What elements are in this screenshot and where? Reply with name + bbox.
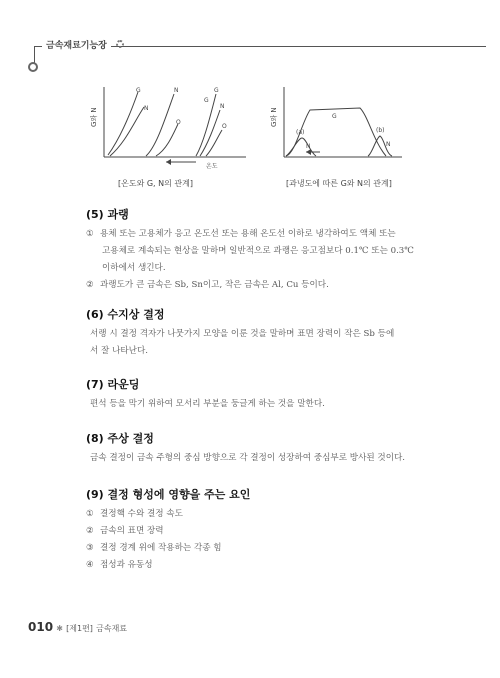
curve-label: (a) <box>296 129 305 136</box>
item-text: 점성과 유동성 <box>100 560 153 570</box>
curve-label: N <box>220 103 225 110</box>
item-text: 결정핵 수와 결정 속도 <box>100 509 183 519</box>
page-header <box>18 28 488 68</box>
figure-caption-left: [온도와 G, N의 관계] <box>118 179 193 188</box>
paragraph-line: 서 잘 나타난다. <box>90 346 149 356</box>
item-number: ② <box>86 280 94 290</box>
curve-label: N <box>144 105 149 112</box>
section-rounding <box>86 378 488 413</box>
y-axis-label: G와 N <box>270 107 278 127</box>
item-text: 용체 또는 고용체가 응고 온도선 또는 용해 온도선 이하로 냉각하여도 액체 또는 <box>100 229 396 239</box>
curve-o-1 <box>156 124 178 156</box>
item-number: ① <box>86 509 94 519</box>
curve-o-3 <box>206 130 222 156</box>
curve-label: N <box>306 143 311 150</box>
section-dendrite <box>86 308 488 360</box>
figure-caption-right: [과냉도에 따른 G와 N의 관계] <box>286 179 392 188</box>
list-item <box>86 540 488 557</box>
curve-label: G <box>214 87 219 94</box>
gear-ornament-icon <box>116 40 124 48</box>
curve-g-1 <box>108 92 138 155</box>
page-number: 010 <box>28 620 54 634</box>
figure-supercooling-g-n-svg <box>270 82 440 162</box>
item-text: 결정 경계 위에 작용하는 각종 힘 <box>100 543 222 553</box>
list-item <box>86 277 488 294</box>
curve-label: G <box>332 113 337 120</box>
curve-label: N <box>174 87 179 94</box>
item-number: ④ <box>86 560 94 570</box>
item-number: ② <box>86 526 94 536</box>
section-crystal-formation-factors <box>86 488 488 574</box>
section-title: (5) 과랭 <box>86 208 129 221</box>
section-title: (7) 라운딩 <box>86 378 140 391</box>
figure-supercooling-g-n <box>270 82 440 162</box>
paragraph-line: 서랭 시 결정 격자가 나뭇가지 모양을 이룬 것을 말하며 표면 장력이 작은 Sb 등에 <box>90 329 395 339</box>
x-axis-label: 온도 <box>206 163 218 170</box>
paragraph-line: 금속 결정이 금속 주형의 중심 방향으로 각 결정이 성장하여 중심부로 방사된 것이다. <box>90 453 406 463</box>
curve-label: G <box>136 87 141 94</box>
item-text: 금속의 표면 장력 <box>100 526 164 536</box>
footer-part: [제1편] <box>66 624 93 633</box>
page-footer <box>28 620 127 634</box>
figure-temperature-g-n <box>86 82 256 170</box>
item-text: 과랭도가 큰 금속은 Sb, Sn이고, 작은 금속은 Al, Cu 등이다. <box>100 280 329 290</box>
paragraph-line: 편석 등을 막기 위하여 모서리 부분을 둥글게 하는 것을 말한다. <box>90 399 325 409</box>
footer-subject: 금속재료 <box>96 624 128 633</box>
arrow-head-icon <box>166 159 171 165</box>
list-item <box>86 226 488 243</box>
figure-temperature-g-n-svg <box>86 82 256 170</box>
curve-n-1 <box>110 107 144 156</box>
curve-label: O <box>176 119 181 126</box>
list-item <box>86 523 488 540</box>
curve-label: O <box>222 123 227 130</box>
footer-ornament-icon: ✱ <box>56 624 63 633</box>
curve-label: G <box>204 97 209 104</box>
list-item <box>86 557 488 574</box>
y-axis-label: G와 N <box>90 107 98 127</box>
curve-label: N <box>386 141 391 148</box>
item-text-continued: 이하에서 생긴다. <box>102 263 166 273</box>
running-title: 금속재료기능장 <box>42 38 111 51</box>
list-item <box>86 506 488 523</box>
curve-label: (b) <box>376 127 385 134</box>
item-text-continued: 고용체로 계속되는 현상을 말하며 일반적으로 과랭은 응고점보다 0.1℃ 또는 0.3℃ <box>102 246 414 256</box>
section-supercooling <box>86 208 488 294</box>
item-number: ③ <box>86 543 94 553</box>
item-number: ① <box>86 229 94 239</box>
section-columnar-crystal <box>86 432 488 467</box>
section-title: (9) 결정 형성에 영향을 주는 요인 <box>86 488 251 501</box>
section-title: (8) 주상 결정 <box>86 432 154 445</box>
section-title: (6) 수지상 결정 <box>86 308 165 321</box>
header-corner-ring-icon <box>28 62 38 72</box>
curve-g-2 <box>146 94 174 156</box>
